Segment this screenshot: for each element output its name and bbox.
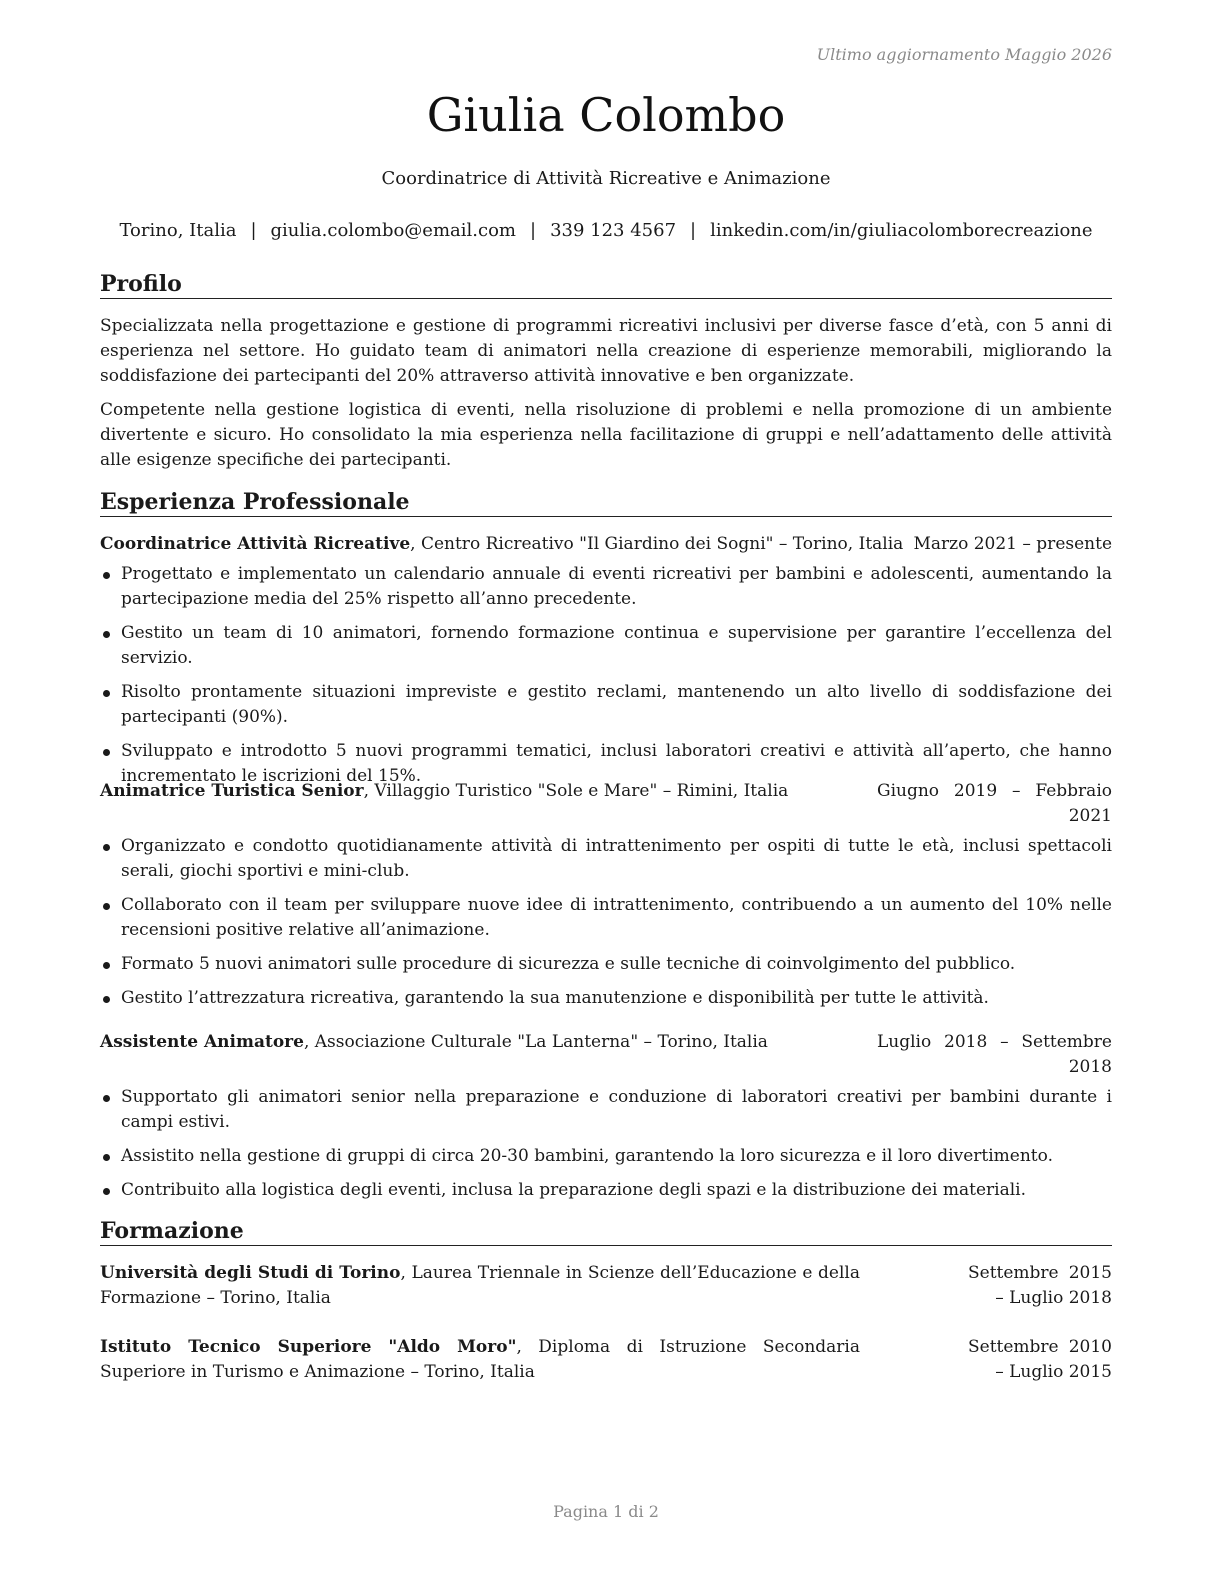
contact-line bbox=[100, 220, 1112, 241]
contact-separator: | bbox=[690, 220, 697, 241]
list-item: Gestito l’attrezzatura ricreativa, garantendo la sua manutenzione e disponibilità per tutte le attività. bbox=[100, 986, 1112, 1011]
contact-phone: 339 123 4567 bbox=[550, 220, 677, 241]
candidate-subtitle: Coordinatrice di Attività Ricreative e Animazione bbox=[381, 168, 831, 189]
job-role: Animatrice Turistica Senior bbox=[100, 781, 364, 801]
education-description bbox=[100, 1261, 860, 1311]
contact-email[interactable]: giulia.colombo@email.com bbox=[270, 220, 516, 241]
profile-paragraph: Competente nella gestione logistica di eventi, nella risoluzione di problemi e nella promozione di un ambiente divertente e sicuro. Ho consolidato la mia esperienza nella facilitazione di gruppi e nell’adattamento delle attività alle esigenze specifiche dei partecipanti. bbox=[100, 400, 1112, 470]
education-school: Università degli Studi di Torino bbox=[100, 1263, 401, 1283]
list-item: Progettato e implementato un calendario annuale di eventi ricreativi per bambini e adolescenti, aumentando la partecipazione media del 25% rispetto all’anno precedente. bbox=[100, 562, 1112, 612]
list-item: Formato 5 nuovi animatori sulle procedure di sicurezza e sulle tecniche di coinvolgimento del pubblico. bbox=[100, 952, 1112, 977]
job-organization: , Villaggio Turistico "Sole e Mare" – Rimini, Italia bbox=[363, 781, 789, 801]
education-school: Istituto Tecnico Superiore "Aldo Moro" bbox=[100, 1337, 517, 1357]
education-item bbox=[100, 1261, 1112, 1311]
last-updated-note: Ultimo aggiornamento Maggio 2026 bbox=[816, 45, 1112, 64]
resume-page bbox=[100, 0, 1112, 1584]
job-dates: Luglio 2018 – Settembre 2018 bbox=[877, 1032, 1112, 1077]
candidate-name: Giulia Colombo bbox=[426, 88, 786, 142]
list-item: Collaborato con il team per sviluppare nuove idee di intrattenimento, contribuendo a un aumento del 10% nelle recensioni positive relative all’animazione. bbox=[100, 893, 1112, 943]
contact-linkedin[interactable]: linkedin.com/in/giuliacolomborecreazione bbox=[710, 220, 1093, 241]
contact-separator: | bbox=[250, 220, 257, 241]
profile-paragraph: Specializzata nella progettazione e gestione di programmi ricreativi inclusivi per diverse fasce d’età, con 5 anni di esperienza nel settore. Ho guidato team di animatori nella creazione di esperienze memorabili, migliorando la soddisfazione dei partecipanti del 20% attraverso attività innovative e ben organizzate. bbox=[100, 316, 1112, 386]
education-dates: Settembre 2015 – Luglio 2018 bbox=[968, 1263, 1112, 1308]
contact-separator: | bbox=[529, 220, 537, 241]
list-item: Risolto prontamente situazioni impreviste e gestito reclami, mantenendo un alto livello di soddisfazione dei partecipanti (90%). bbox=[100, 680, 1112, 730]
job-organization: , Associazione Culturale "La Lanterna" – Torino, Italia bbox=[303, 1032, 768, 1052]
education-item bbox=[100, 1335, 1112, 1385]
education-degree: , Laurea Triennale in Scienze dell’Educazione e della Formazione – Torino, Italia bbox=[100, 1263, 861, 1308]
list-item: Assistito nella gestione di gruppi di circa 20-30 bambini, garantendo la loro sicurezza e il loro divertimento. bbox=[100, 1144, 1112, 1169]
job-bullets bbox=[100, 1085, 1112, 1212]
job-header bbox=[100, 779, 1112, 826]
job-bullets bbox=[100, 834, 1112, 1020]
list-item: Gestito un team di 10 animatori, fornendo formazione continua e supervisione per garantire l’eccellenza del servizio. bbox=[100, 621, 1112, 671]
job-dates: Marzo 2021 – presente bbox=[913, 534, 1112, 554]
job-header bbox=[100, 532, 1112, 557]
list-item: Supportato gli animatori senior nella preparazione e conduzione di laboratori creativi per bambini durante i campi estivi. bbox=[100, 1085, 1112, 1135]
job-role: Coordinatrice Attività Ricreative bbox=[100, 534, 411, 554]
education-description bbox=[100, 1335, 860, 1385]
list-item: Sviluppato e introdotto 5 nuovi programmi tematici, inclusi laboratori creativi e attività all’aperto, che hanno incrementato le iscrizioni del 15%. bbox=[100, 739, 1112, 789]
job-organization: , Centro Ricreativo "Il Giardino dei Sogni" – Torino, Italia bbox=[410, 534, 904, 554]
education-dates: Settembre 2010 – Luglio 2015 bbox=[968, 1337, 1112, 1382]
job-dates: Giugno 2019 – Febbraio 2021 bbox=[877, 781, 1112, 826]
job-header bbox=[100, 1030, 1112, 1077]
contact-location: Torino, Italia bbox=[119, 220, 237, 241]
page-number: Pagina 1 di 2 bbox=[553, 1502, 659, 1521]
section-title-education: Formazione bbox=[100, 1218, 1112, 1246]
job-bullets bbox=[100, 562, 1112, 798]
section-title-profile: Profilo bbox=[100, 271, 1112, 299]
job-role: Assistente Animatore bbox=[100, 1032, 304, 1052]
list-item: Contribuito alla logistica degli eventi, inclusa la preparazione degli spazi e la distribuzione dei materiali. bbox=[100, 1178, 1112, 1203]
section-title-experience: Esperienza Professionale bbox=[100, 489, 1112, 517]
list-item: Organizzato e condotto quotidianamente attività di intrattenimento per ospiti di tutte le età, inclusi spettacoli serali, giochi sportivi e mini-club. bbox=[100, 834, 1112, 884]
education-degree: , Diploma di Istruzione Secondaria Superiore in Turismo e Animazione – Torino, Italia bbox=[100, 1337, 860, 1382]
